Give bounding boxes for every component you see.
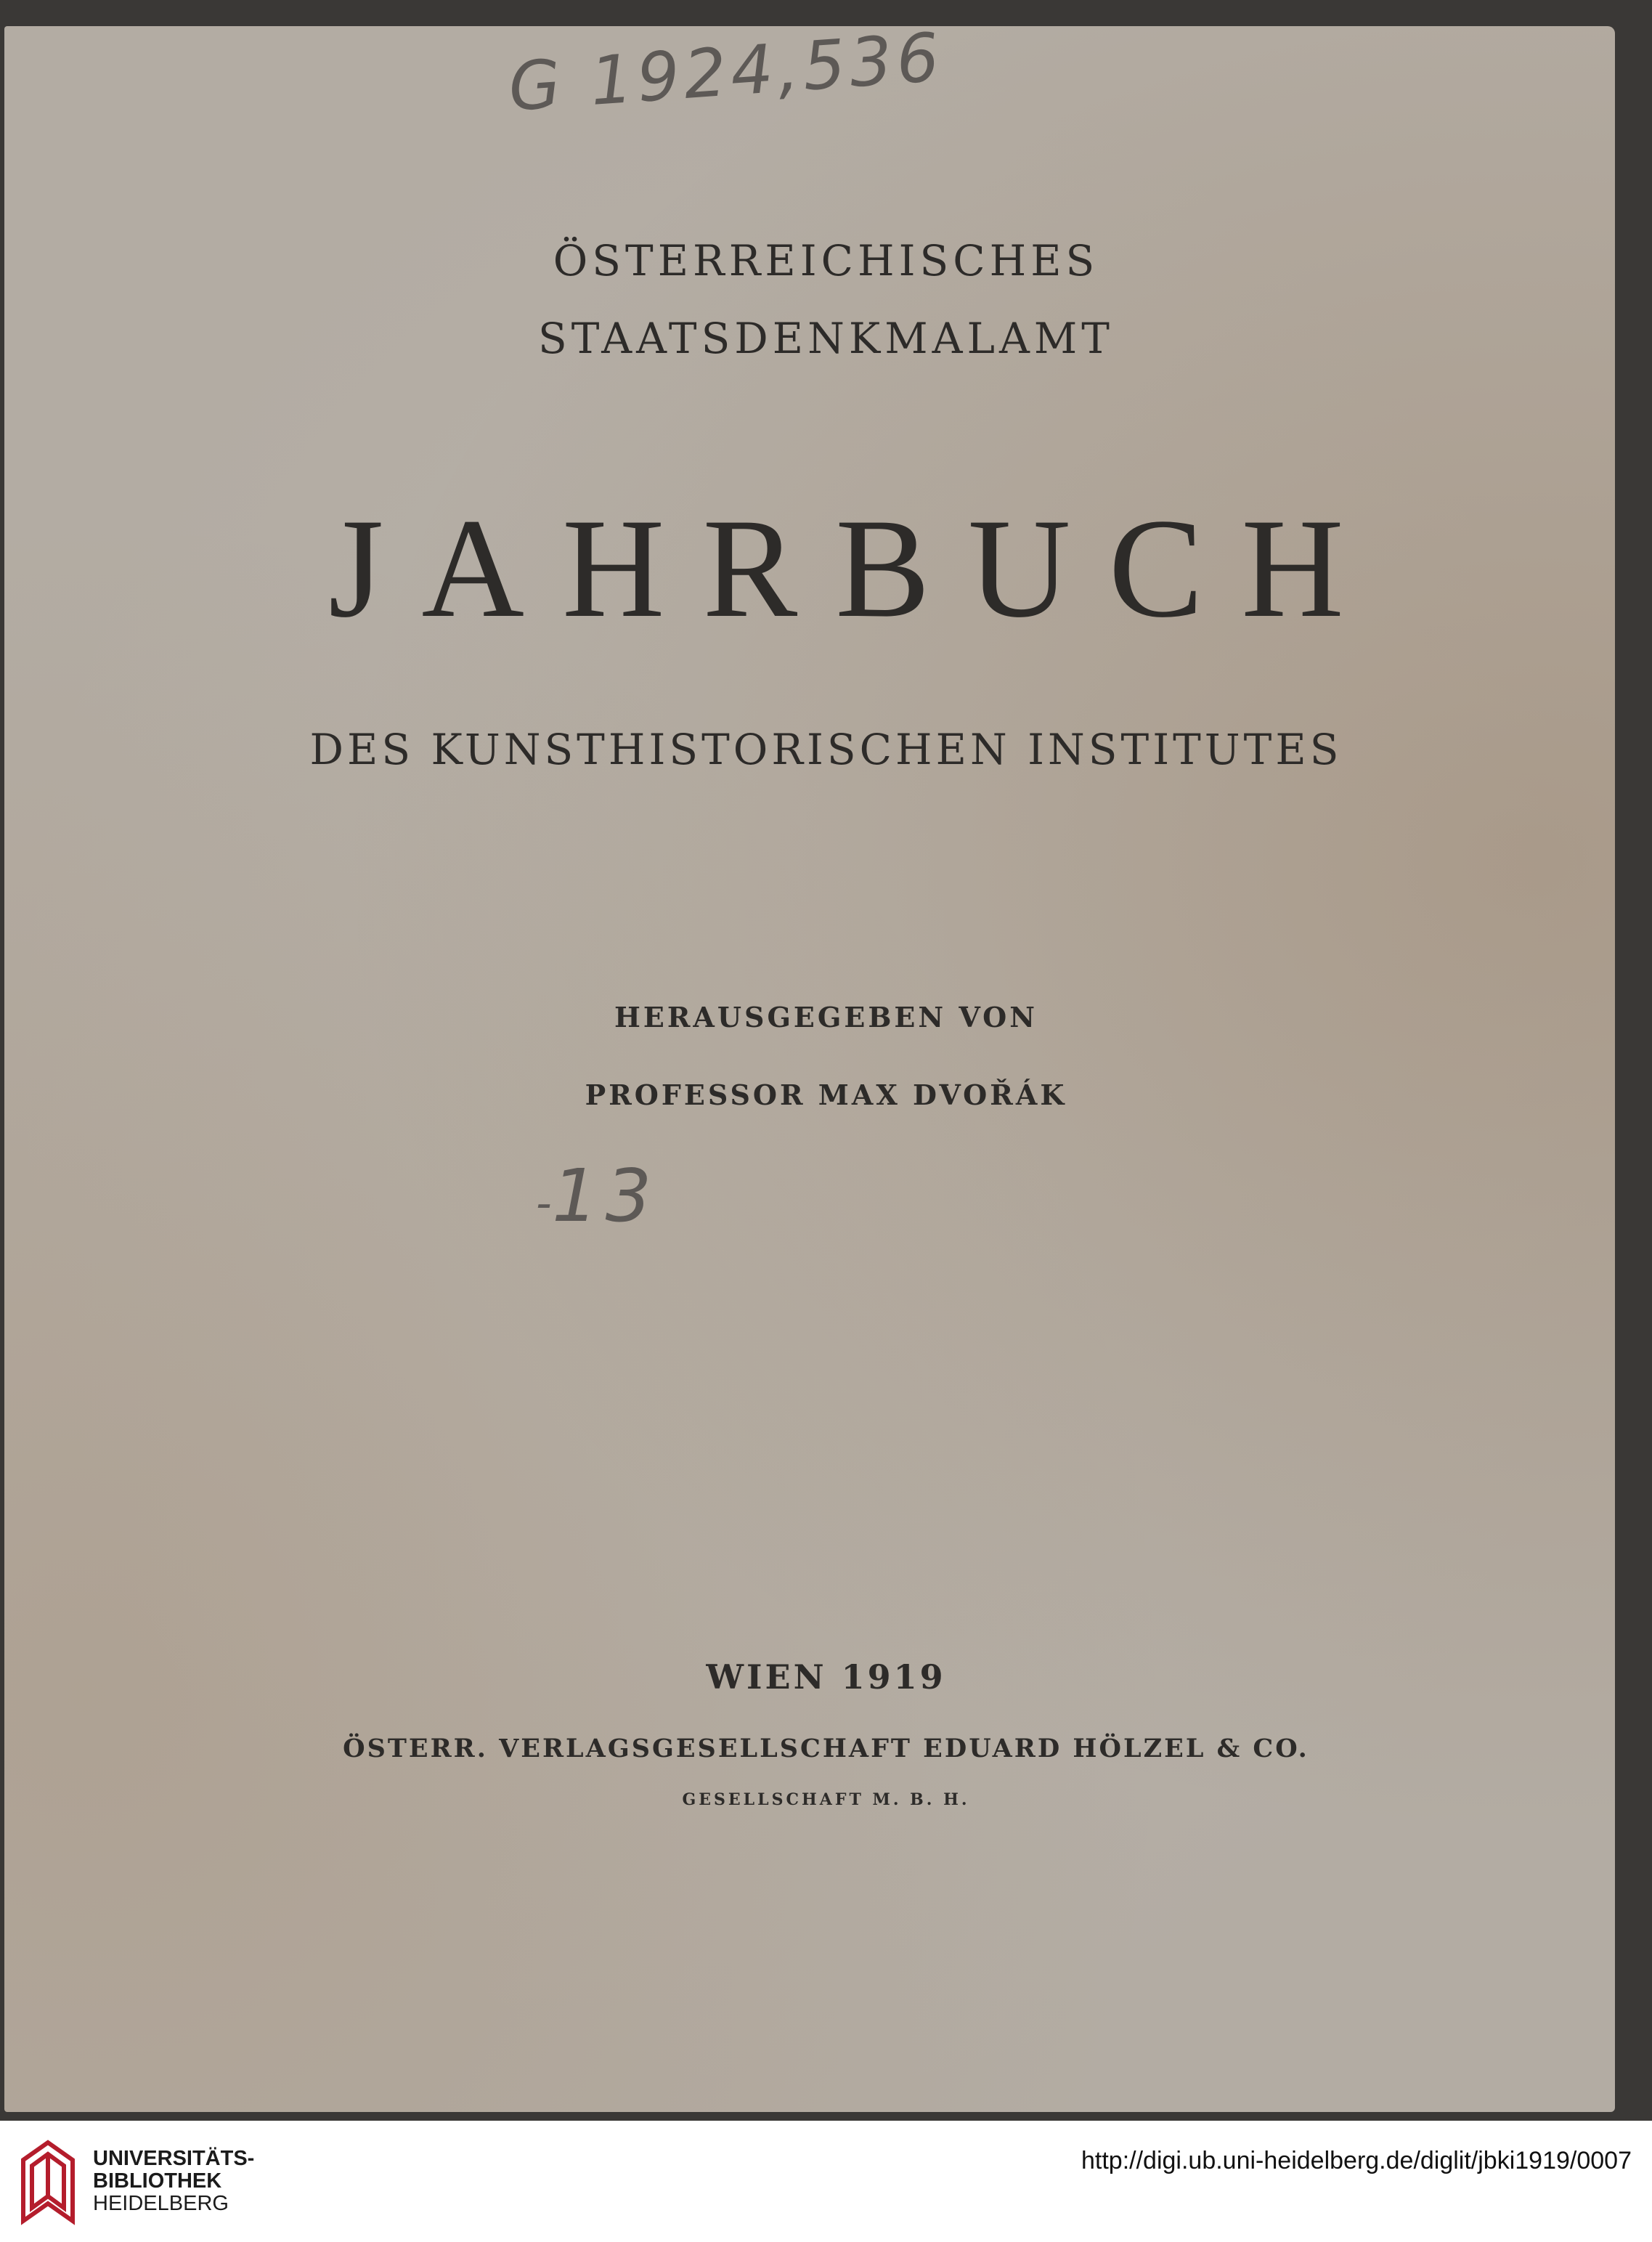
- handwritten-shelfmark: G 1924,536: [505, 18, 946, 126]
- library-name-line-2: BIBLIOTHEK: [93, 2169, 222, 2193]
- handwritten-volume-number: 13: [552, 1153, 659, 1238]
- university-library-logo: [16, 2135, 78, 2228]
- library-name: [93, 2148, 254, 2215]
- editor-line-1: HERAUSGEGEBEN VON: [614, 1001, 1038, 1033]
- editor-line-2: PROFESSOR MAX DVOŘÁK: [585, 1079, 1067, 1111]
- permalink[interactable]: http://digi.ub.uni-heidelberg.de/diglit/jbki1919/0007: [1081, 2147, 1632, 2174]
- issuer-line-1: ÖSTERREICHISCHES: [553, 236, 1099, 285]
- library-name-line-3: HEIDELBERG: [93, 2192, 229, 2215]
- journal-title: JAHRBUCH: [328, 490, 1382, 647]
- journal-subtitle: DES KUNSTHISTORISCHEN INSTITUTES: [309, 725, 1343, 774]
- publisher: ÖSTERR. VERLAGSGESELLSCHAFT EDUARD HÖLZEL & CO.: [343, 1734, 1309, 1763]
- publisher-legal-form: GESELLSCHAFT M. B. H.: [682, 1790, 970, 1809]
- handwritten-dash: -: [536, 1178, 552, 1229]
- place-and-year: WIEN 1919: [706, 1657, 946, 1697]
- issuer-line-2: STAATSDENKMALAMT: [538, 314, 1114, 363]
- library-name-line-1: UNIVERSITÄTS-: [93, 2147, 255, 2170]
